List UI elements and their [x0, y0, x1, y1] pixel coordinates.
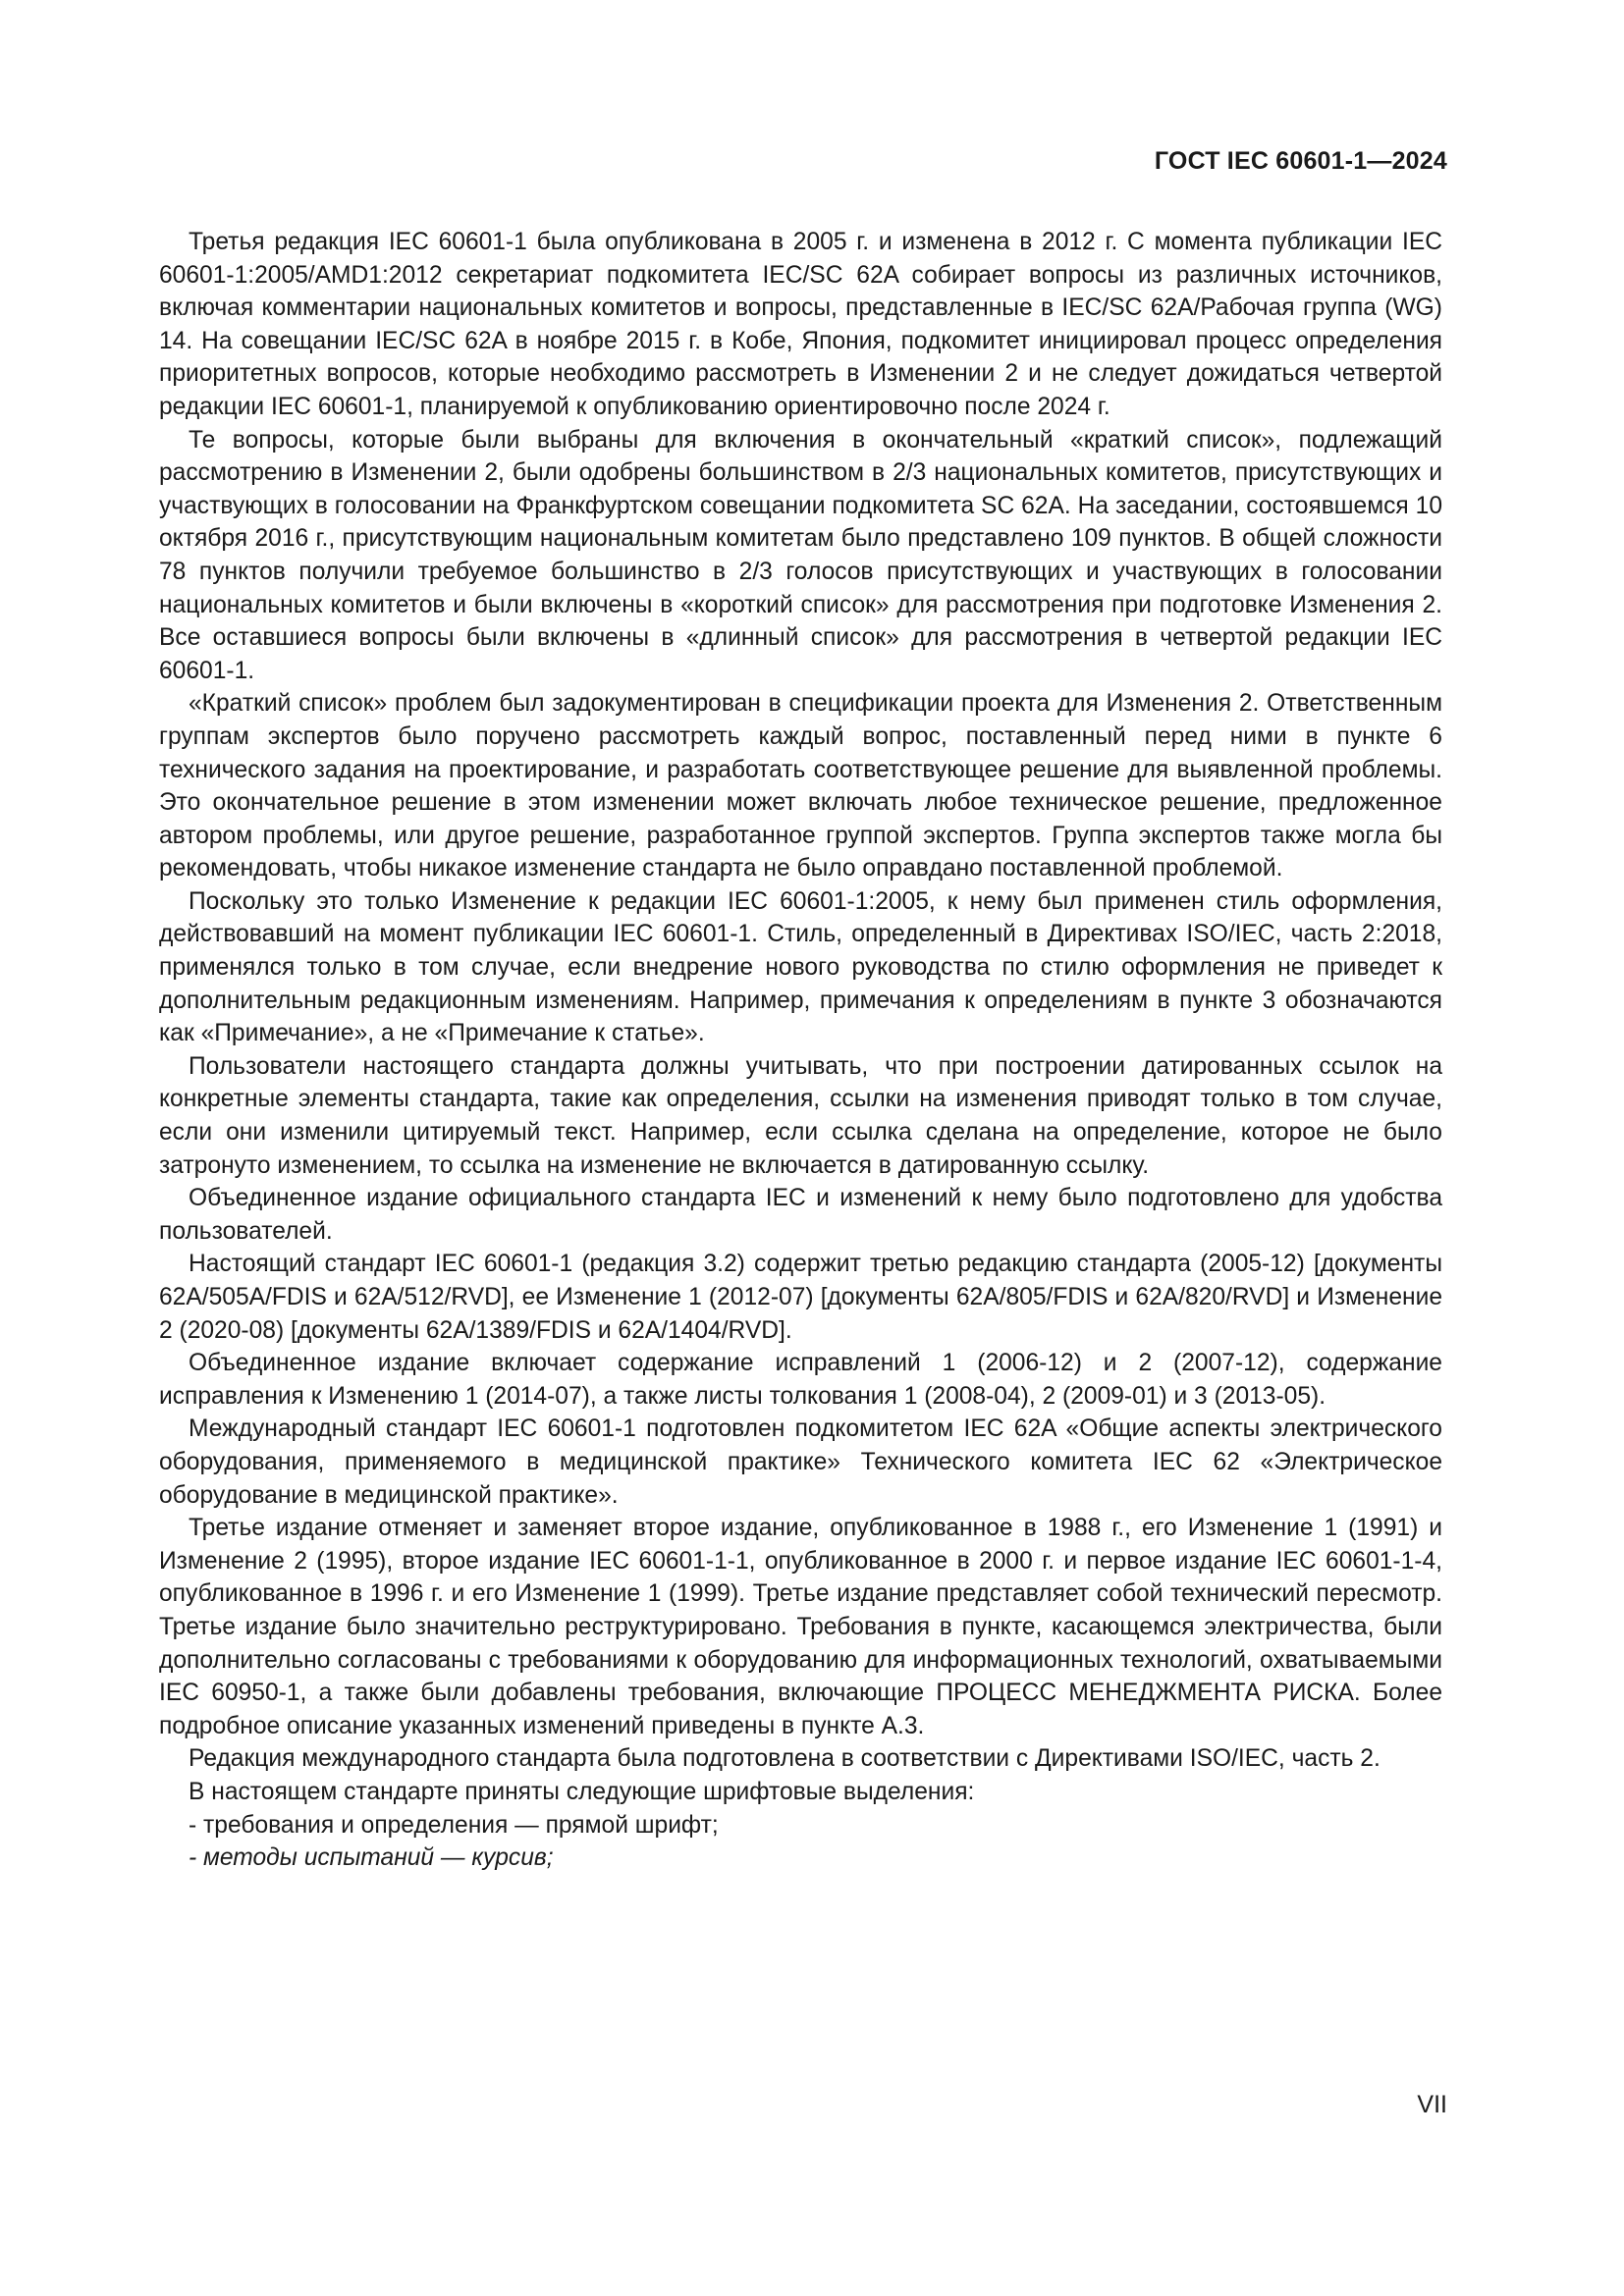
paragraph: Третья редакция IEC 60601-1 была опубликована в 2005 г. и изменена в 2012 г. С момента публикации IEC 60601-1:2005/AMD1:2012 секретариат подкомитета IEC/SC 62A собирает вопросы из различных источников, включая комментарии национальных комитетов и вопросы, представленные в IEC/SC 62A/Рабочая группа (WG) 14. На совещании IEC/SC 62A в ноябре 2015 г. в Кобе, Япония, подкомитет инициировал процесс определения приоритетных вопросов, которые необходимо рассмотреть в Изменении 2 и не следует дожидаться четвертой редакции IEC 60601-1, планируемой к опубликованию ориентировочно после 2024 г. [159, 229, 1442, 420]
paragraph: Третье издание отменяет и заменяет второе издание, опубликованное в 1988 г., его Изменение 1 (1991) и Изменение 2 (1995), второе издание IEC 60601-1-1, опубликованное в 2000 г. и первое издание IEC 60601-1-4, опубликованное в 1996 г. и его Изменение 1 (1999). Третье издание представляет собой технический пересмотр. Третье издание было значительно реструктурировано. Требования в пункте, касающемся электричества, были дополнительно согласованы с требованиями к оборудованию для информационных технологий, охватываемыми IEC 60950-1, а также были добавлены требования, включающие ПРОЦЕСС МЕНЕДЖМЕНТА РИСКА. Более подробное описание указанных изменений приведены в пункте А.3. [159, 1515, 1442, 1739]
paragraph: Поскольку это только Изменение к редакции IEC 60601-1:2005, к нему был применен стиль оформления, действовавший на момент публикации IEC 60601-1. Стиль, определенный в Директивах ISO/IEC, часть 2:2018, применялся только в том случае, если внедрение нового руководства по стилю оформления не приведет к дополнительным редакционным изменениям. Например, примечания к определениям в пункте 3 обозначаются как «Примечание», а не «Примечание к статье». [159, 887, 1442, 1047]
paragraph: Настоящий стандарт IEC 60601-1 (редакция 3.2) содержит третью редакцию стандарта (2005-12) [документы 62A/505A/FDIS и 62A/512/RVD], ее Изменение 1 (2012-07) [документы 62A/805/FDIS и 62A/820/RVD] и Изменение 2 (2020-08) [документы 62A/1389/FDIS и 62A/1404/RVD]. [159, 1251, 1442, 1344]
document-header-title: ГОСТ IEC 60601-1—2024 [1154, 147, 1447, 175]
document-body [159, 226, 1442, 1875]
list-item: - требования и определения — прямой шрифт; [189, 1811, 719, 1839]
page-number: VII [1417, 2091, 1447, 2118]
list-item: - методы испытаний — курсив; [189, 1844, 554, 1872]
paragraph: «Краткий список» проблем был задокументирован в спецификации проекта для Изменения 2. Ответственным группам экспертов было поручено рассмотреть каждый вопрос, поставленный перед ними в пункте 6 технического задания на проектирование, и разработать соответствующее решение для выявленной проблемы. Это окончательное решение в этом изменении может включать любое техническое решение, предложенное автором проблемы, или другое решение, разработанное группой экспертов. Группа экспертов также могла бы рекомендовать, чтобы никакое изменение стандарта не было оправдано поставленной проблемой. [159, 690, 1442, 882]
paragraph: Международный стандарт IEC 60601-1 подготовлен подкомитетом IEC 62A «Общие аспекты электрического оборудования, применяемого в медицинской практике» Технического комитета IEC 62 «Электрическое оборудование в медицинской практике». [159, 1415, 1442, 1509]
paragraph: Объединенное издание официального стандарта IEC и изменений к нему было подготовлено для удобства пользователей. [159, 1185, 1442, 1245]
paragraph: Редакция международного стандарта была подготовлена в соответствии с Директивами ISO/IEC, часть 2. [189, 1745, 1380, 1773]
paragraph: Объединенное издание включает содержание исправлений 1 (2006-12) и 2 (2007-12), содержание исправления к Изменению 1 (2014-07), а также листы толкования 1 (2008-04), 2 (2009-01) и 3 (2013-05). [159, 1350, 1442, 1410]
paragraph: Пользователи настоящего стандарта должны учитывать, что при построении датированных ссылок на конкретные элементы стандарта, такие как определения, ссылки на изменения приводят только в том случае, если они изменили цитируемый текст. Например, если ссылка сделана на определение, которое не было затронуто изменением, то ссылка на изменение не включается в датированную ссылку. [159, 1052, 1442, 1179]
paragraph: Те вопросы, которые были выбраны для включения в окончательный «краткий список», подлежащий рассмотрению в Изменении 2, были одобрены большинством в 2/3 национальных комитетов, присутствующих и участвующих в голосовании на Франкфуртском совещании подкомитета SC 62A. На заседании, состоявшемся 10 октября 2016 г., присутствующим национальным комитетам было представлено 109 пунктов. В общей сложности 78 пунктов получили требуемое большинство в 2/3 голосов присутствующих и участвующих в голосовании национальных комитетов и были включены в «короткий список» для рассмотрения при подготовке Изменения 2. Все оставшиеся вопросы были включены в «длинный список» для рассмотрения в четвертой редакции IEC 60601-1. [159, 426, 1442, 684]
paragraph: В настоящем стандарте приняты следующие шрифтовые выделения: [189, 1778, 975, 1805]
